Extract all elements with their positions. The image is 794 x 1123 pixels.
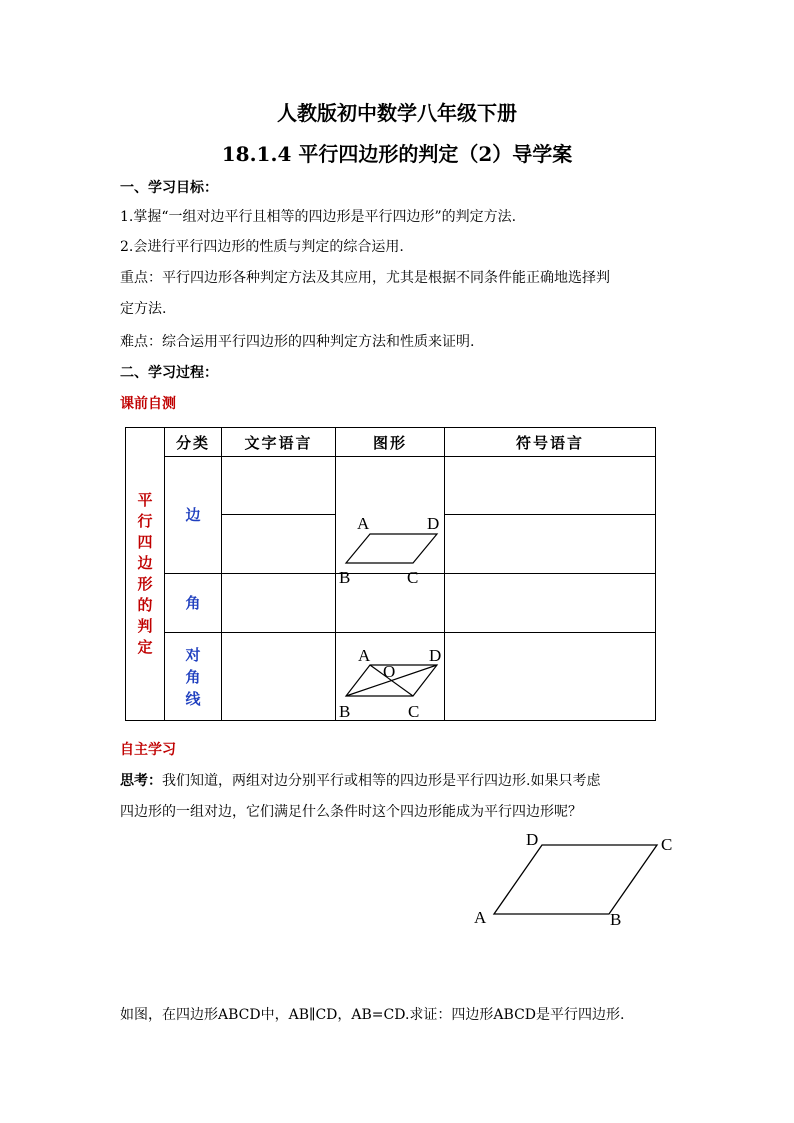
parallelogram-figure bbox=[336, 457, 445, 587]
header-text-language: 文字语言 bbox=[222, 428, 336, 457]
svg-text:B: B bbox=[339, 702, 351, 721]
figure-diagonals bbox=[336, 633, 445, 721]
think-label: 思考： bbox=[120, 773, 162, 789]
proof-statement: 如图，在四边形ABCD中，AB∥CD，AB=CD.求证：四边形ABCD是平行四边形. bbox=[120, 1007, 625, 1023]
think-paragraph bbox=[120, 770, 600, 790]
difficulty: 难点：综合运用平行四边形的四种判定方法和性质来证明. bbox=[120, 334, 475, 350]
header-category: 分类 bbox=[165, 428, 222, 457]
page-title: 人教版初中数学八年级下册 bbox=[277, 101, 517, 125]
svg-text:D: D bbox=[526, 830, 539, 849]
svg-text:A: A bbox=[357, 514, 370, 533]
svg-text:D: D bbox=[427, 514, 440, 533]
parallelogram-abcd-figure bbox=[460, 825, 690, 935]
pretest-table bbox=[125, 427, 656, 721]
key-point: 重点：平行四边形各种判定方法及其应用，尤其是根据不同条件能正确地选择判 bbox=[120, 270, 610, 286]
key-point-cont: 定方法. bbox=[120, 301, 167, 317]
cell-angle-symbol bbox=[445, 574, 656, 633]
header-symbol-language: 符号语言 bbox=[445, 428, 656, 457]
cell-angle-figure bbox=[336, 574, 445, 633]
category-side: 边 bbox=[165, 457, 222, 574]
parallelogram-diagonals-figure bbox=[336, 633, 445, 721]
svg-text:C: C bbox=[408, 702, 420, 721]
figure-parallelogram bbox=[336, 457, 445, 587]
svg-text:A: A bbox=[474, 908, 487, 927]
section-goals: 一、学习目标： bbox=[120, 180, 218, 196]
table-side-label: 平 行 四 边 形 的 判 定 bbox=[126, 428, 165, 721]
header-figure: 图形 bbox=[336, 428, 445, 457]
svg-text:B: B bbox=[339, 568, 351, 587]
cell-angle-text bbox=[222, 574, 336, 633]
goal-2: 2.会进行平行四边形的性质与判定的综合运用. bbox=[120, 239, 404, 255]
cell-diagonal-symbol bbox=[445, 633, 656, 721]
category-angle: 角 bbox=[165, 574, 222, 633]
goal-1: 1.掌握“一组对边平行且相等的四边形是平行四边形”的判定方法. bbox=[120, 209, 517, 225]
cell-diagonal-text bbox=[222, 633, 336, 721]
svg-text:C: C bbox=[661, 835, 673, 854]
category-diagonal: 对 角 线 bbox=[165, 633, 222, 721]
section-process: 二、学习过程： bbox=[120, 365, 218, 381]
cell-side-text-1 bbox=[222, 457, 336, 515]
svg-text:C: C bbox=[407, 568, 419, 587]
svg-text:B: B bbox=[610, 910, 622, 929]
cell-side-symbol-2 bbox=[445, 515, 656, 574]
cell-side-text-2 bbox=[222, 515, 336, 574]
svg-text:O: O bbox=[383, 662, 396, 681]
think-paragraph-cont: 四边形的一组对边，它们满足什么条件时这个四边形能成为平行四边形呢？ bbox=[120, 804, 582, 820]
think-text: 我们知道，两组对边分别平行或相等的四边形是平行四边形.如果只考虑 bbox=[162, 773, 601, 789]
pretest-heading: 课前自测 bbox=[120, 396, 176, 412]
svg-text:A: A bbox=[358, 646, 371, 665]
self-study-heading: 自主学习 bbox=[120, 742, 176, 758]
lesson-title: 18.1.4 平行四边形的判定（2）导学案 bbox=[221, 142, 573, 166]
svg-text:D: D bbox=[429, 646, 442, 665]
cell-side-symbol-1 bbox=[445, 457, 656, 515]
